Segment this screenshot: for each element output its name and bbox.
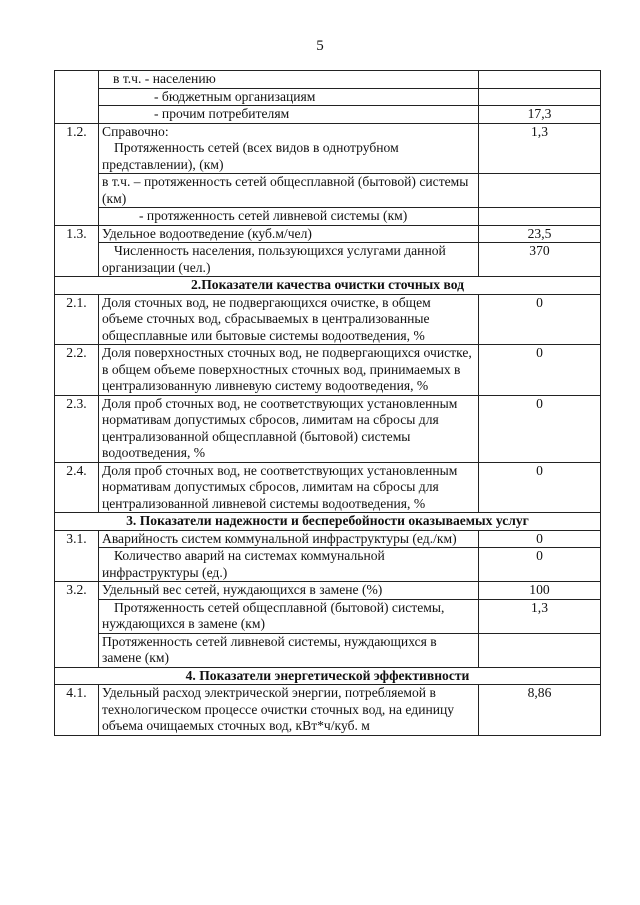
table-row (55, 345, 601, 396)
table-row (55, 582, 601, 600)
row-value: 1,3 (479, 123, 601, 174)
row-text: Количество аварий на системах коммунальной инфраструктуры (ед.) (99, 548, 479, 582)
row-value (479, 71, 601, 89)
row-number: 2.3. (55, 395, 99, 462)
section-title: 4. Показатели энергетической эффективности (55, 667, 601, 685)
row-text: Удельный расход электрической энергии, потребляемой в технологическом процессе очистки сточных вод, на единицу объема очищаемых сточных вод, кВт*ч/куб. м (99, 685, 479, 736)
row-value: 0 (479, 294, 601, 345)
row-number (55, 71, 99, 124)
row-number: 2.2. (55, 345, 99, 396)
row-value: 17,3 (479, 106, 601, 124)
row-text: в т.ч. - населению (99, 71, 479, 89)
row-text: Удельное водоотведение (куб.м/чел) (99, 225, 479, 243)
table-row (55, 123, 601, 174)
section-title: 2.Показатели качества очистки сточных вод (55, 277, 601, 295)
table-row (55, 208, 601, 226)
row-value: 23,5 (479, 225, 601, 243)
section-title: 3. Показатели надежности и бесперебойности оказываемых услуг (55, 513, 601, 531)
row-text: Доля сточных вод, не подвергающихся очистке, в общем объеме сточных вод, сбрасываемых в централизованные общесплавные или бытовые системы водоотведения, % (99, 294, 479, 345)
row-text: Протяженность сетей ливневой системы, нуждающихся в замене (км) (99, 633, 479, 667)
indicators-table (54, 70, 601, 736)
page-number: 5 (316, 38, 324, 54)
table-row (55, 294, 601, 345)
row-value: 370 (479, 243, 601, 277)
row-number: 4.1. (55, 685, 99, 736)
table-row (55, 243, 601, 277)
row-value: 8,86 (479, 685, 601, 736)
row-value (479, 208, 601, 226)
row-value (479, 88, 601, 106)
row-value: 0 (479, 548, 601, 582)
row-text: - прочим потребителям (99, 106, 479, 124)
table-row (55, 530, 601, 548)
section-row (55, 277, 601, 295)
table-row (55, 88, 601, 106)
row-value: 0 (479, 395, 601, 462)
row-number: 3.2. (55, 582, 99, 668)
row-number: 1.2. (55, 123, 99, 225)
row-text-heading: Справочно: (102, 123, 169, 139)
row-value: 0 (479, 462, 601, 513)
row-text: Удельный вес сетей, нуждающихся в замене (%) (99, 582, 479, 600)
row-text: Доля проб сточных вод, не соответствующих установленным нормативам допустимых сбросов, лимитам на сбросы для централизованной общесплавной (бытовой) системы водоотведения, % (99, 395, 479, 462)
row-value (479, 633, 601, 667)
table-row (55, 106, 601, 124)
row-text: Аварийность систем коммунальной инфраструктуры (ед./км) (99, 530, 479, 548)
section-row (55, 513, 601, 531)
table-row (55, 71, 601, 89)
row-value: 0 (479, 345, 601, 396)
row-text: Численность населения, пользующихся услугами данной организации (чел.) (99, 243, 479, 277)
row-value: 1,3 (479, 599, 601, 633)
row-text: Доля поверхностных сточных вод, не подвергающихся очистке, в общем объеме поверхностных сточных вод, принимаемых в централизованную ливневую систему водоотведения, % (99, 345, 479, 396)
row-text: - бюджетным организациям (99, 88, 479, 106)
table-row (55, 685, 601, 736)
table-row (55, 548, 601, 582)
table-row (55, 599, 601, 633)
row-value: 0 (479, 530, 601, 548)
row-number: 2.1. (55, 294, 99, 345)
table-row (55, 174, 601, 208)
row-text (99, 123, 479, 174)
row-text-body: Протяженность сетей (всех видов в однотрубном представлении), (км) (102, 140, 399, 172)
row-text: Протяженность сетей общесплавной (бытовой) системы, нуждающихся в замене (км) (99, 599, 479, 633)
section-row (55, 667, 601, 685)
row-text: Доля проб сточных вод, не соответствующих установленным нормативам допустимых сбросов, лимитам на сбросы для централизованной ливневой системы водоотведения, % (99, 462, 479, 513)
row-text: - протяженность сетей ливневой системы (км) (99, 208, 479, 226)
row-number: 1.3. (55, 225, 99, 277)
row-value: 100 (479, 582, 601, 600)
table-row (55, 633, 601, 667)
table-row (55, 225, 601, 243)
table-row (55, 395, 601, 462)
row-number: 3.1. (55, 530, 99, 582)
row-value (479, 174, 601, 208)
row-number: 2.4. (55, 462, 99, 513)
table-row (55, 462, 601, 513)
row-text: в т.ч. – протяженность сетей общесплавной (бытовой) системы (км) (99, 174, 479, 208)
